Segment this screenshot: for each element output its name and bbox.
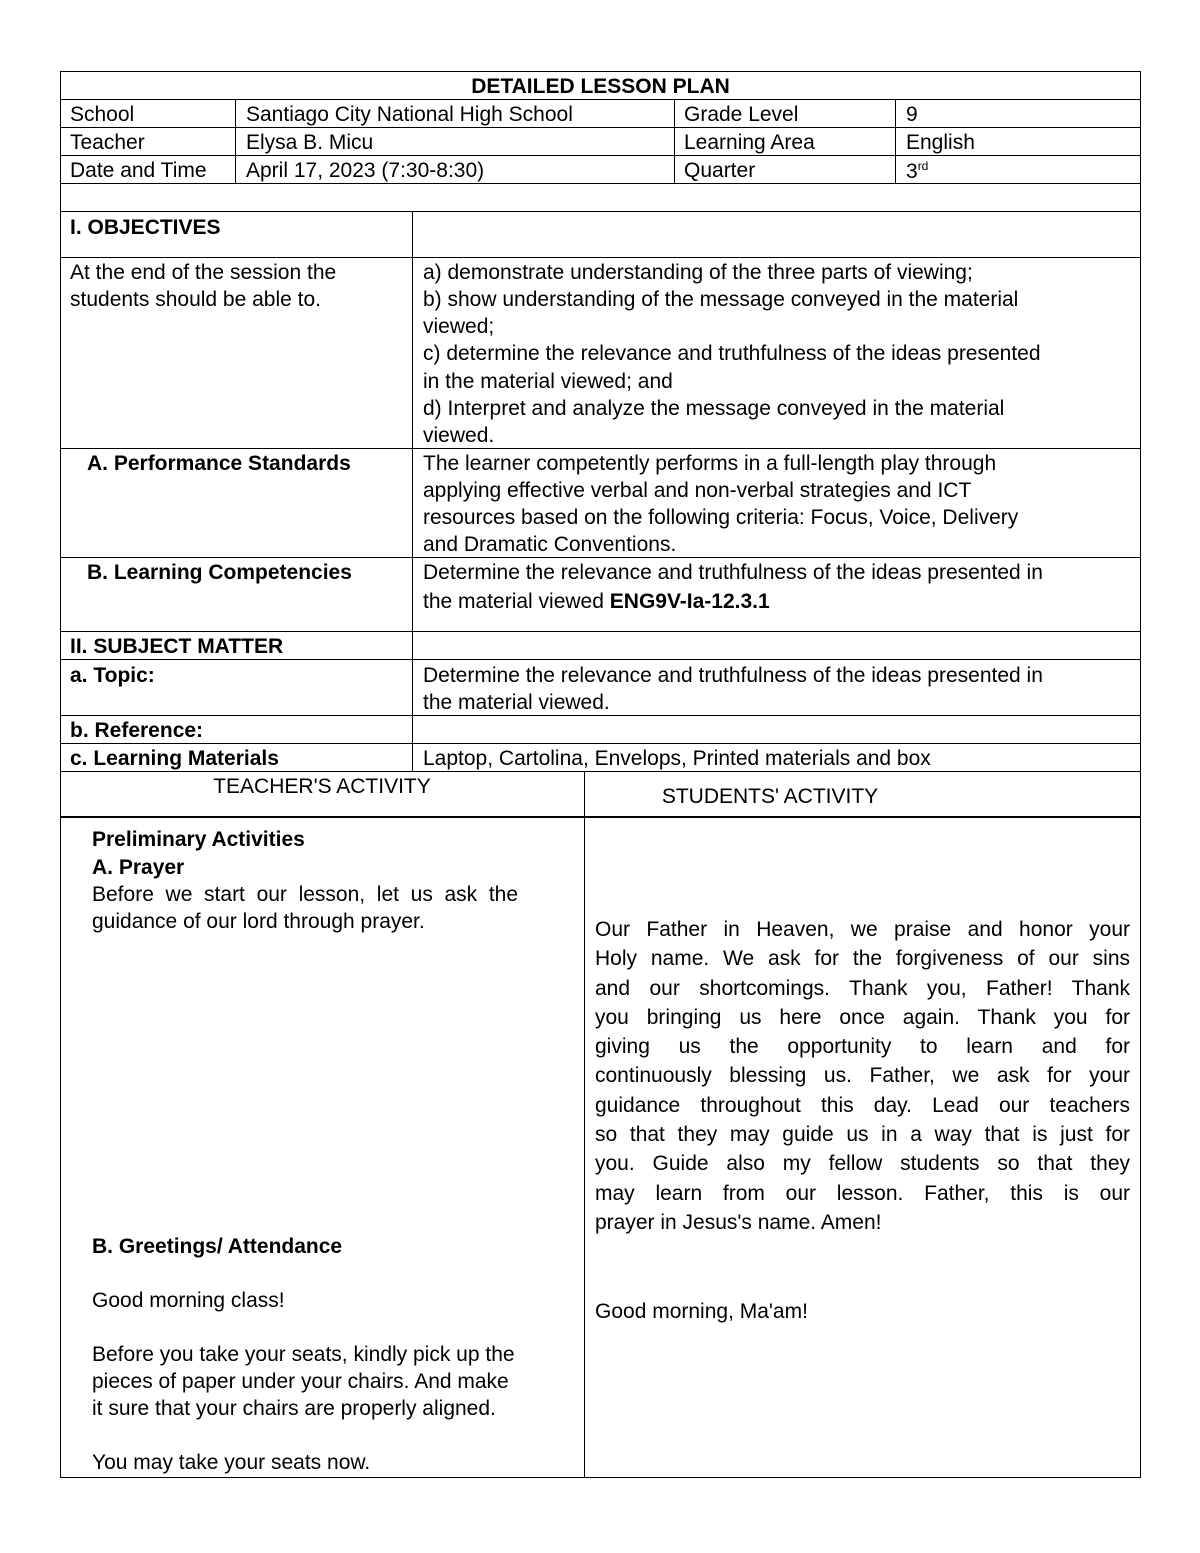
grade-label: Grade Level <box>684 103 799 126</box>
greeting-response: Good morning, Ma'am! <box>595 1300 808 1323</box>
preliminary-heading: Preliminary Activities <box>92 828 305 851</box>
prayer-instruction: Before we start our lesson, let us ask the <box>92 883 519 906</box>
prayer-response-line: continuously blessing us. Father, we ask for your <box>595 1064 1130 1088</box>
area-value: English <box>906 131 975 154</box>
prayer-heading: A. Prayer <box>92 856 185 879</box>
row-divider <box>60 631 1141 632</box>
quarter-value: 3rd <box>906 159 929 183</box>
row-divider <box>60 211 1141 212</box>
performance-standards-label: A. Performance Standards <box>87 452 351 475</box>
prayer-response-line: you bringing us here once again. Thank you for <box>595 1005 1130 1029</box>
prayer-response-line: and our shortcomings. Thank you, Father! Thank <box>595 976 1130 1000</box>
prayer-response-line: giving us the opportunity to learn and for <box>595 1035 1130 1059</box>
date-label: Date and Time <box>70 159 207 182</box>
row-divider <box>60 659 1141 660</box>
greeting-text: Good morning class! <box>92 1289 285 1312</box>
row-divider <box>60 743 1141 744</box>
objectives-intro: students should be able to. <box>70 288 322 311</box>
prayer-response <box>595 915 1130 1237</box>
grade-value: 9 <box>906 103 918 126</box>
column-divider <box>674 99 675 183</box>
teacher-label: Teacher <box>70 131 145 154</box>
performance-standards-text: applying effective verbal and non-verbal strategies and ICT <box>423 479 972 502</box>
greetings-heading: B. Greetings/ Attendance <box>92 1235 343 1258</box>
row-divider <box>60 155 1141 156</box>
quarter-label: Quarter <box>684 159 756 182</box>
materials-label: c. Learning Materials <box>70 747 279 770</box>
students-activity-header: STUDENTS' ACTIVITY <box>661 785 879 808</box>
row-divider <box>60 257 1141 258</box>
materials-value: Laptop, Cartolina, Envelops, Printed materials and box <box>423 747 931 770</box>
teacher-value: Elysa B. Micu <box>246 131 374 154</box>
topic-label: a. Topic: <box>70 664 155 687</box>
learning-competencies-text: Determine the relevance and truthfulness of the ideas presented in <box>423 561 1043 584</box>
column-divider <box>235 99 236 183</box>
column-divider <box>412 211 413 771</box>
seats-text: You may take your seats now. <box>92 1451 371 1474</box>
date-value: April 17, 2023 (7:30-8:30) <box>246 159 485 182</box>
prayer-response-line: prayer in Jesus's name. Amen! <box>595 1210 882 1234</box>
topic-value: the material viewed. <box>423 691 610 714</box>
learning-competencies-text: the material viewed ENG9V-Ia-12.3.1 <box>423 590 770 613</box>
subject-matter-heading: II. SUBJECT MATTER <box>70 635 284 658</box>
competency-code: ENG9V-Ia-12.3.1 <box>609 590 770 613</box>
area-label: Learning Area <box>684 131 815 154</box>
prayer-response-line: Holy name. We ask for the forgiveness of our sins <box>595 947 1130 971</box>
performance-standards-text: resources based on the following criteria: Focus, Voice, Delivery <box>423 506 1019 529</box>
instruction-text: Before you take your seats, kindly pick up the <box>92 1343 515 1366</box>
objective-item: viewed. <box>423 424 495 447</box>
objective-item: a) demonstrate understanding of the three parts of viewing; <box>423 261 973 284</box>
objective-item: d) Interpret and analyze the message conveyed in the material <box>423 397 1005 420</box>
row-divider <box>60 771 1141 772</box>
instruction-text: pieces of paper under your chairs. And make <box>92 1370 509 1393</box>
objective-item: viewed; <box>423 315 495 338</box>
prayer-response-line: you. Guide also my fellow students so that they <box>595 1152 1130 1176</box>
row-divider <box>60 183 1141 184</box>
teacher-activity-header: TEACHER'S ACTIVITY <box>213 775 431 798</box>
objectives-heading: I. OBJECTIVES <box>70 216 221 239</box>
prayer-response-line: so that they may guide us in a way that is just for <box>595 1123 1130 1147</box>
objective-item: in the material viewed; and <box>423 370 673 393</box>
row-divider <box>60 816 1141 818</box>
school-value: Santiago City National High School <box>246 103 573 126</box>
row-divider <box>60 127 1141 128</box>
objective-item: c) determine the relevance and truthfulness of the ideas presented <box>423 342 1041 365</box>
prayer-instruction: guidance of our lord through prayer. <box>92 910 425 933</box>
prayer-response-line: may learn from our lesson. Father, this is our <box>595 1181 1130 1205</box>
performance-standards-text: and Dramatic Conventions. <box>423 533 677 556</box>
row-divider <box>60 715 1141 716</box>
objective-item: b) show understanding of the message conveyed in the material <box>423 288 1019 311</box>
page-title: DETAILED LESSON PLAN <box>471 75 730 98</box>
column-divider <box>584 771 585 1478</box>
reference-label: b. Reference: <box>70 719 204 742</box>
row-divider <box>60 557 1141 558</box>
topic-value: Determine the relevance and truthfulness of the ideas presented in <box>423 664 1043 687</box>
performance-standards-text: The learner competently performs in a full-length play through <box>423 452 997 475</box>
objectives-intro: At the end of the session the <box>70 261 337 284</box>
prayer-response-line: Our Father in Heaven, we praise and honor your <box>595 918 1130 941</box>
instruction-text: it sure that your chairs are properly aligned. <box>92 1397 496 1420</box>
row-divider <box>60 99 1141 100</box>
prayer-response-line: guidance throughout this day. Lead our teachers <box>595 1093 1130 1117</box>
column-divider <box>895 99 896 183</box>
learning-competencies-label: B. Learning Competencies <box>87 561 352 584</box>
school-label: School <box>70 103 135 126</box>
row-divider <box>60 448 1141 449</box>
